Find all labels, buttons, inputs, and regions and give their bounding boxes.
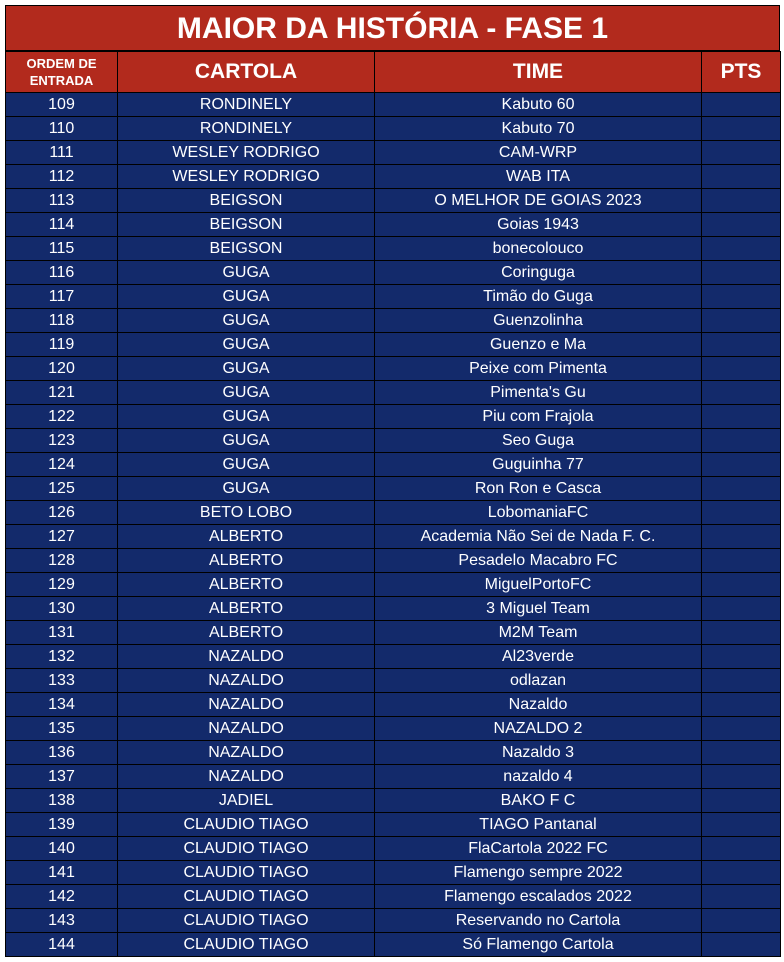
table-row xyxy=(6,525,781,549)
cell-ordem[interactable]: 144 xyxy=(6,933,118,957)
cell-pts[interactable] xyxy=(702,573,781,597)
cell-cartola[interactable]: BEIGSON xyxy=(118,189,375,213)
cell-ordem[interactable]: 127 xyxy=(6,525,118,549)
spreadsheet xyxy=(5,5,780,957)
cell-time[interactable]: Piu com Frajola xyxy=(375,405,702,429)
cell-ordem[interactable]: 141 xyxy=(6,861,118,885)
cell-cartola[interactable]: CLAUDIO TIAGO xyxy=(118,837,375,861)
cell-pts[interactable] xyxy=(702,597,781,621)
cell-cartola[interactable]: ALBERTO xyxy=(118,597,375,621)
cell-ordem[interactable]: 120 xyxy=(6,357,118,381)
cell-pts[interactable] xyxy=(702,933,781,957)
cell-ordem[interactable]: 128 xyxy=(6,549,118,573)
cell-cartola[interactable]: WESLEY RODRIGO xyxy=(118,141,375,165)
cell-ordem[interactable]: 117 xyxy=(6,285,118,309)
cell-ordem[interactable]: 136 xyxy=(6,741,118,765)
cell-cartola[interactable]: CLAUDIO TIAGO xyxy=(118,933,375,957)
cell-cartola[interactable]: JADIEL xyxy=(118,789,375,813)
cell-time[interactable]: Kabuto 60 xyxy=(375,93,702,117)
cell-pts[interactable] xyxy=(702,861,781,885)
cell-pts[interactable] xyxy=(702,693,781,717)
table-row xyxy=(6,93,781,117)
cell-ordem[interactable]: 125 xyxy=(6,477,118,501)
cell-ordem[interactable]: 118 xyxy=(6,309,118,333)
cell-pts[interactable] xyxy=(702,645,781,669)
table-row xyxy=(6,909,781,933)
cell-pts[interactable] xyxy=(702,285,781,309)
cell-cartola[interactable]: GUGA xyxy=(118,477,375,501)
cell-time[interactable]: 3 Miguel Team xyxy=(375,597,702,621)
cell-cartola[interactable]: WESLEY RODRIGO xyxy=(118,165,375,189)
cell-ordem[interactable]: 137 xyxy=(6,765,118,789)
header-ordem-line1: ORDEM DE xyxy=(26,56,97,71)
cell-pts[interactable] xyxy=(702,813,781,837)
cell-ordem[interactable]: 135 xyxy=(6,717,118,741)
cell-cartola[interactable]: NAZALDO xyxy=(118,693,375,717)
sheet-title: MAIOR DA HISTÓRIA - FASE 1 xyxy=(5,5,780,51)
cell-time[interactable]: Guenzo e Ma xyxy=(375,333,702,357)
cell-cartola[interactable]: CLAUDIO TIAGO xyxy=(118,861,375,885)
cell-time[interactable]: BAKO F C xyxy=(375,789,702,813)
cell-pts[interactable] xyxy=(702,213,781,237)
cell-pts[interactable] xyxy=(702,165,781,189)
cell-ordem[interactable]: 142 xyxy=(6,885,118,909)
cell-time[interactable]: Goias 1943 xyxy=(375,213,702,237)
cell-pts[interactable] xyxy=(702,381,781,405)
cell-cartola[interactable]: CLAUDIO TIAGO xyxy=(118,813,375,837)
cell-pts[interactable] xyxy=(702,117,781,141)
header-time[interactable]: TIME xyxy=(375,52,702,93)
cell-time[interactable]: Nazaldo 3 xyxy=(375,741,702,765)
cell-ordem[interactable]: 126 xyxy=(6,501,118,525)
cell-cartola[interactable]: ALBERTO xyxy=(118,525,375,549)
cell-cartola[interactable]: GUGA xyxy=(118,261,375,285)
cell-pts[interactable] xyxy=(702,141,781,165)
cell-ordem[interactable]: 122 xyxy=(6,405,118,429)
cell-time[interactable]: nazaldo 4 xyxy=(375,765,702,789)
header-ordem-line2: ENTRADA xyxy=(29,73,94,88)
cell-time[interactable]: FlaCartola 2022 FC xyxy=(375,837,702,861)
table-row xyxy=(6,165,781,189)
cell-time[interactable]: Peixe com Pimenta xyxy=(375,357,702,381)
table-row xyxy=(6,213,781,237)
table-row xyxy=(6,357,781,381)
cell-time[interactable]: Flamengo escalados 2022 xyxy=(375,885,702,909)
cell-ordem[interactable]: 131 xyxy=(6,621,118,645)
table-row xyxy=(6,669,781,693)
cell-pts[interactable] xyxy=(702,261,781,285)
table-row xyxy=(6,237,781,261)
cell-ordem[interactable]: 132 xyxy=(6,645,118,669)
cell-pts[interactable] xyxy=(702,765,781,789)
table-row xyxy=(6,741,781,765)
cell-time[interactable]: Nazaldo xyxy=(375,693,702,717)
header-cartola[interactable]: CARTOLA xyxy=(118,52,375,93)
cell-cartola[interactable]: GUGA xyxy=(118,453,375,477)
cell-cartola[interactable]: ALBERTO xyxy=(118,573,375,597)
cell-pts[interactable] xyxy=(702,333,781,357)
cell-cartola[interactable]: NAZALDO xyxy=(118,717,375,741)
table-row xyxy=(6,693,781,717)
cell-time[interactable]: Flamengo sempre 2022 xyxy=(375,861,702,885)
cell-ordem[interactable]: 133 xyxy=(6,669,118,693)
cell-ordem[interactable]: 114 xyxy=(6,213,118,237)
table-row xyxy=(6,477,781,501)
table-row xyxy=(6,717,781,741)
cell-time[interactable]: Coringuga xyxy=(375,261,702,285)
table-row xyxy=(6,429,781,453)
cell-cartola[interactable]: RONDINELY xyxy=(118,93,375,117)
cell-time[interactable]: MiguelPortoFC xyxy=(375,573,702,597)
cell-time[interactable]: Kabuto 70 xyxy=(375,117,702,141)
cell-cartola[interactable]: NAZALDO xyxy=(118,669,375,693)
cell-time[interactable]: Al23verde xyxy=(375,645,702,669)
table-row xyxy=(6,285,781,309)
cell-time[interactable]: NAZALDO 2 xyxy=(375,717,702,741)
table-body xyxy=(6,93,781,957)
cell-cartola[interactable]: RONDINELY xyxy=(118,117,375,141)
table-row xyxy=(6,837,781,861)
table-row xyxy=(6,765,781,789)
cell-time[interactable]: TIAGO Pantanal xyxy=(375,813,702,837)
cell-pts[interactable] xyxy=(702,789,781,813)
cell-cartola[interactable]: BEIGSON xyxy=(118,237,375,261)
ranking-table xyxy=(5,51,781,957)
table-row xyxy=(6,453,781,477)
header-row xyxy=(6,52,781,93)
cell-ordem[interactable]: 116 xyxy=(6,261,118,285)
cell-cartola[interactable]: CLAUDIO TIAGO xyxy=(118,885,375,909)
cell-pts[interactable] xyxy=(702,93,781,117)
cell-cartola[interactable]: GUGA xyxy=(118,333,375,357)
cell-ordem[interactable]: 111 xyxy=(6,141,118,165)
table-row xyxy=(6,885,781,909)
cell-time[interactable]: CAM-WRP xyxy=(375,141,702,165)
cell-pts[interactable] xyxy=(702,189,781,213)
cell-pts[interactable] xyxy=(702,405,781,429)
cell-pts[interactable] xyxy=(702,453,781,477)
cell-pts[interactable] xyxy=(702,621,781,645)
cell-time[interactable]: Só Flamengo Cartola xyxy=(375,933,702,957)
cell-ordem[interactable]: 119 xyxy=(6,333,118,357)
cell-pts[interactable] xyxy=(702,429,781,453)
cell-ordem[interactable]: 115 xyxy=(6,237,118,261)
cell-ordem[interactable]: 123 xyxy=(6,429,118,453)
table-row xyxy=(6,405,781,429)
cell-pts[interactable] xyxy=(702,909,781,933)
table-row xyxy=(6,549,781,573)
cell-cartola[interactable]: GUGA xyxy=(118,405,375,429)
cell-time[interactable]: Pesadelo Macabro FC xyxy=(375,549,702,573)
cell-ordem[interactable]: 113 xyxy=(6,189,118,213)
cell-ordem[interactable]: 143 xyxy=(6,909,118,933)
cell-cartola[interactable]: NAZALDO xyxy=(118,645,375,669)
cell-pts[interactable] xyxy=(702,549,781,573)
cell-pts[interactable] xyxy=(702,525,781,549)
cell-time[interactable]: M2M Team xyxy=(375,621,702,645)
cell-pts[interactable] xyxy=(702,885,781,909)
cell-pts[interactable] xyxy=(702,357,781,381)
table-row xyxy=(6,501,781,525)
cell-pts[interactable] xyxy=(702,309,781,333)
cell-pts[interactable] xyxy=(702,669,781,693)
cell-ordem[interactable]: 112 xyxy=(6,165,118,189)
cell-pts[interactable] xyxy=(702,501,781,525)
table-row xyxy=(6,645,781,669)
cell-time[interactable]: LobomaniaFC xyxy=(375,501,702,525)
table-row xyxy=(6,381,781,405)
cell-cartola[interactable]: GUGA xyxy=(118,309,375,333)
cell-ordem[interactable]: 121 xyxy=(6,381,118,405)
cell-time[interactable]: Ron Ron e Casca xyxy=(375,477,702,501)
cell-ordem[interactable]: 138 xyxy=(6,789,118,813)
cell-ordem[interactable]: 139 xyxy=(6,813,118,837)
cell-pts[interactable] xyxy=(702,741,781,765)
cell-time[interactable]: bonecolouco xyxy=(375,237,702,261)
table-row xyxy=(6,333,781,357)
cell-cartola[interactable]: CLAUDIO TIAGO xyxy=(118,909,375,933)
cell-pts[interactable] xyxy=(702,837,781,861)
cell-cartola[interactable]: BETO LOBO xyxy=(118,501,375,525)
table-row xyxy=(6,861,781,885)
cell-time[interactable]: Guenzolinha xyxy=(375,309,702,333)
table-row xyxy=(6,597,781,621)
table-row xyxy=(6,189,781,213)
table-row xyxy=(6,789,781,813)
cell-pts[interactable] xyxy=(702,477,781,501)
cell-cartola[interactable]: GUGA xyxy=(118,285,375,309)
cell-ordem[interactable]: 124 xyxy=(6,453,118,477)
header-ordem-de-entrada[interactable] xyxy=(6,52,118,93)
cell-cartola[interactable]: GUGA xyxy=(118,429,375,453)
cell-ordem[interactable]: 140 xyxy=(6,837,118,861)
cell-time[interactable]: Timão do Guga xyxy=(375,285,702,309)
cell-ordem[interactable]: 129 xyxy=(6,573,118,597)
cell-cartola[interactable]: GUGA xyxy=(118,381,375,405)
cell-time[interactable]: odlazan xyxy=(375,669,702,693)
cell-ordem[interactable]: 110 xyxy=(6,117,118,141)
cell-pts[interactable] xyxy=(702,717,781,741)
cell-cartola[interactable]: GUGA xyxy=(118,357,375,381)
table-row xyxy=(6,933,781,957)
cell-ordem[interactable]: 130 xyxy=(6,597,118,621)
table-row xyxy=(6,309,781,333)
table-row xyxy=(6,261,781,285)
table-row xyxy=(6,573,781,597)
cell-cartola[interactable]: ALBERTO xyxy=(118,621,375,645)
cell-time[interactable]: Academia Não Sei de Nada F. C. xyxy=(375,525,702,549)
cell-time[interactable]: Seo Guga xyxy=(375,429,702,453)
table-row xyxy=(6,117,781,141)
cell-time[interactable]: Reservando no Cartola xyxy=(375,909,702,933)
cell-ordem[interactable]: 134 xyxy=(6,693,118,717)
cell-time[interactable]: Guguinha 77 xyxy=(375,453,702,477)
cell-time[interactable]: Pimenta's Gu xyxy=(375,381,702,405)
cell-pts[interactable] xyxy=(702,237,781,261)
cell-time[interactable]: WAB ITA xyxy=(375,165,702,189)
cell-cartola[interactable]: NAZALDO xyxy=(118,741,375,765)
table-row xyxy=(6,141,781,165)
cell-cartola[interactable]: ALBERTO xyxy=(118,549,375,573)
cell-cartola[interactable]: BEIGSON xyxy=(118,213,375,237)
cell-cartola[interactable]: NAZALDO xyxy=(118,765,375,789)
cell-ordem[interactable]: 109 xyxy=(6,93,118,117)
table-row xyxy=(6,813,781,837)
cell-time[interactable]: O MELHOR DE GOIAS 2023 xyxy=(375,189,702,213)
table-row xyxy=(6,621,781,645)
header-pts[interactable]: PTS xyxy=(702,52,781,93)
